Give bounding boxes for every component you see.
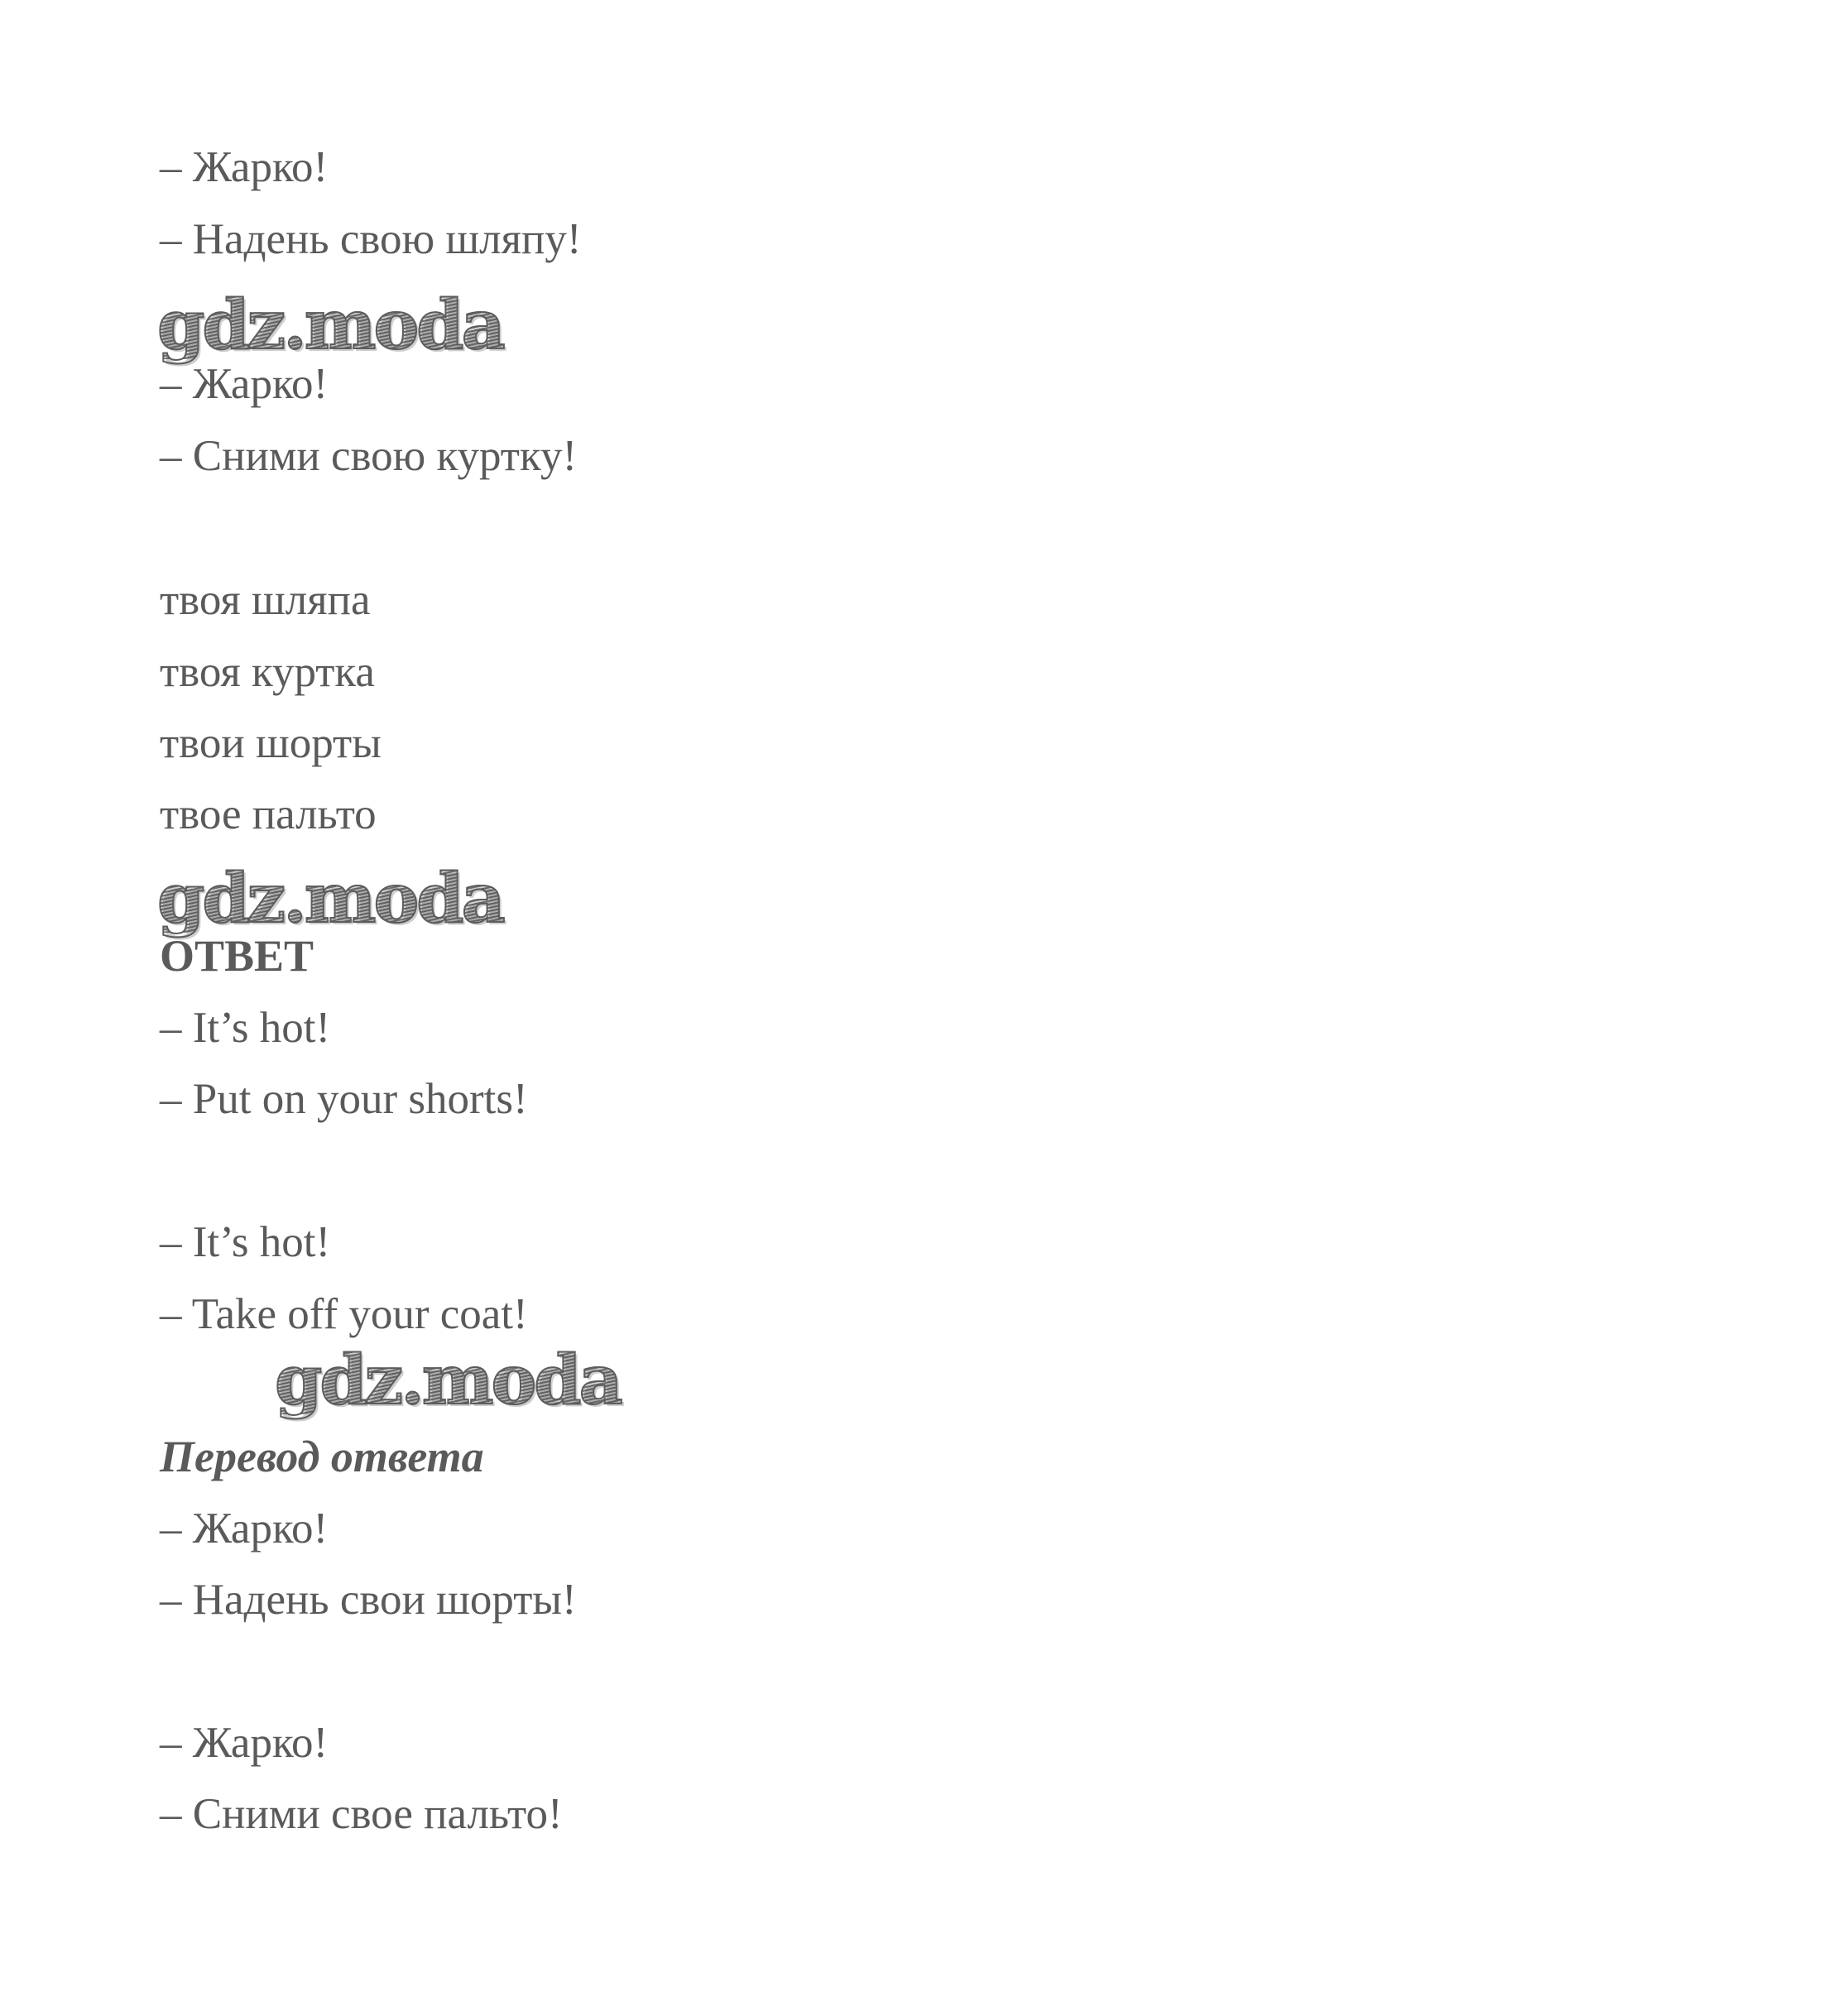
translation-line-2: – Надень свои шорты!: [160, 1576, 577, 1624]
intro-line-1: – Жарко!: [160, 143, 329, 191]
intro-line-3: – Жарко!: [160, 360, 329, 408]
intro-line-2: – Надень свою шляпу!: [160, 215, 582, 263]
translation-line-1: – Жарко!: [160, 1505, 329, 1553]
answer-line-2: – Put on your shorts!: [160, 1075, 528, 1123]
vocab-item-1: твоя шляпа: [160, 576, 371, 624]
intro-line-4: – Сними свою куртку!: [160, 432, 578, 480]
translation-line-4: – Сними свое пальто!: [160, 1790, 563, 1838]
watermark-logo: gdz.moda: [157, 286, 503, 365]
vocab-item-3: твои шорты: [160, 719, 382, 767]
watermark-logo: gdz.moda: [275, 1341, 621, 1420]
vocab-item-2: твоя куртка: [160, 648, 375, 696]
translation-heading: Перевод ответа: [160, 1432, 484, 1481]
answer-heading: ОТВЕТ: [160, 931, 314, 981]
answer-line-1: – It’s hot!: [160, 1004, 331, 1052]
answer-line-3: – It’s hot!: [160, 1218, 331, 1266]
translation-line-3: – Жарко!: [160, 1719, 329, 1767]
answer-line-4: – Take off your coat!: [160, 1290, 528, 1338]
watermark-logo: gdz.moda: [157, 859, 503, 938]
vocab-item-4: твое пальто: [160, 790, 377, 838]
